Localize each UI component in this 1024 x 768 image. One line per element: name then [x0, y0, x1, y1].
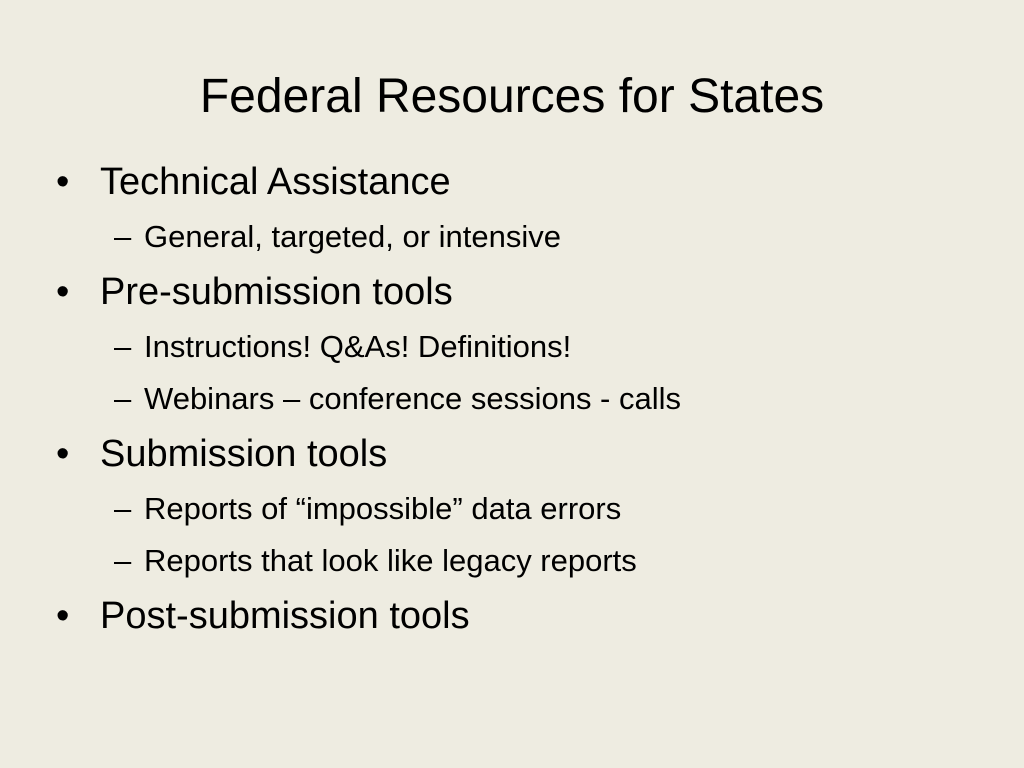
sub-bullet-dash: –: [114, 543, 132, 578]
sub-bullet-item: [114, 321, 976, 373]
bullet-text: Submission tools: [100, 433, 388, 475]
slide-title: Federal Resources for States: [199, 70, 825, 123]
sub-bullet-text: Reports that look like legacy reports: [144, 543, 637, 578]
bullet-item: [56, 425, 976, 483]
bullet-list: [56, 153, 976, 645]
sub-bullet-dash: –: [114, 329, 132, 364]
sub-bullet-text: Reports of “impossible” data errors: [144, 491, 622, 526]
bullet-dot: •: [56, 595, 70, 637]
sub-bullet-item: [114, 211, 976, 263]
bullet-dot: •: [56, 161, 70, 203]
sub-bullet-text: Webinars – conference sessions - calls: [144, 381, 682, 416]
bullet-text: Post-submission tools: [100, 595, 470, 637]
bullet-dot: •: [56, 271, 70, 313]
bullet-text: Technical Assistance: [100, 161, 451, 203]
sub-bullet-item: [114, 535, 976, 587]
sub-bullet-text: Instructions! Q&As! Definitions!: [144, 329, 572, 364]
sub-bullet-dash: –: [114, 219, 132, 254]
bullet-text: Pre-submission tools: [100, 271, 453, 313]
bullet-item: [56, 153, 976, 211]
sub-bullet-dash: –: [114, 491, 132, 526]
bullet-item: [56, 263, 976, 321]
bullet-item: [56, 587, 976, 645]
sub-bullet-item: [114, 373, 976, 425]
sub-bullet-item: [114, 483, 976, 535]
bullet-dot: •: [56, 433, 70, 475]
sub-bullet-dash: –: [114, 381, 132, 416]
sub-bullet-text: General, targeted, or intensive: [144, 219, 562, 254]
